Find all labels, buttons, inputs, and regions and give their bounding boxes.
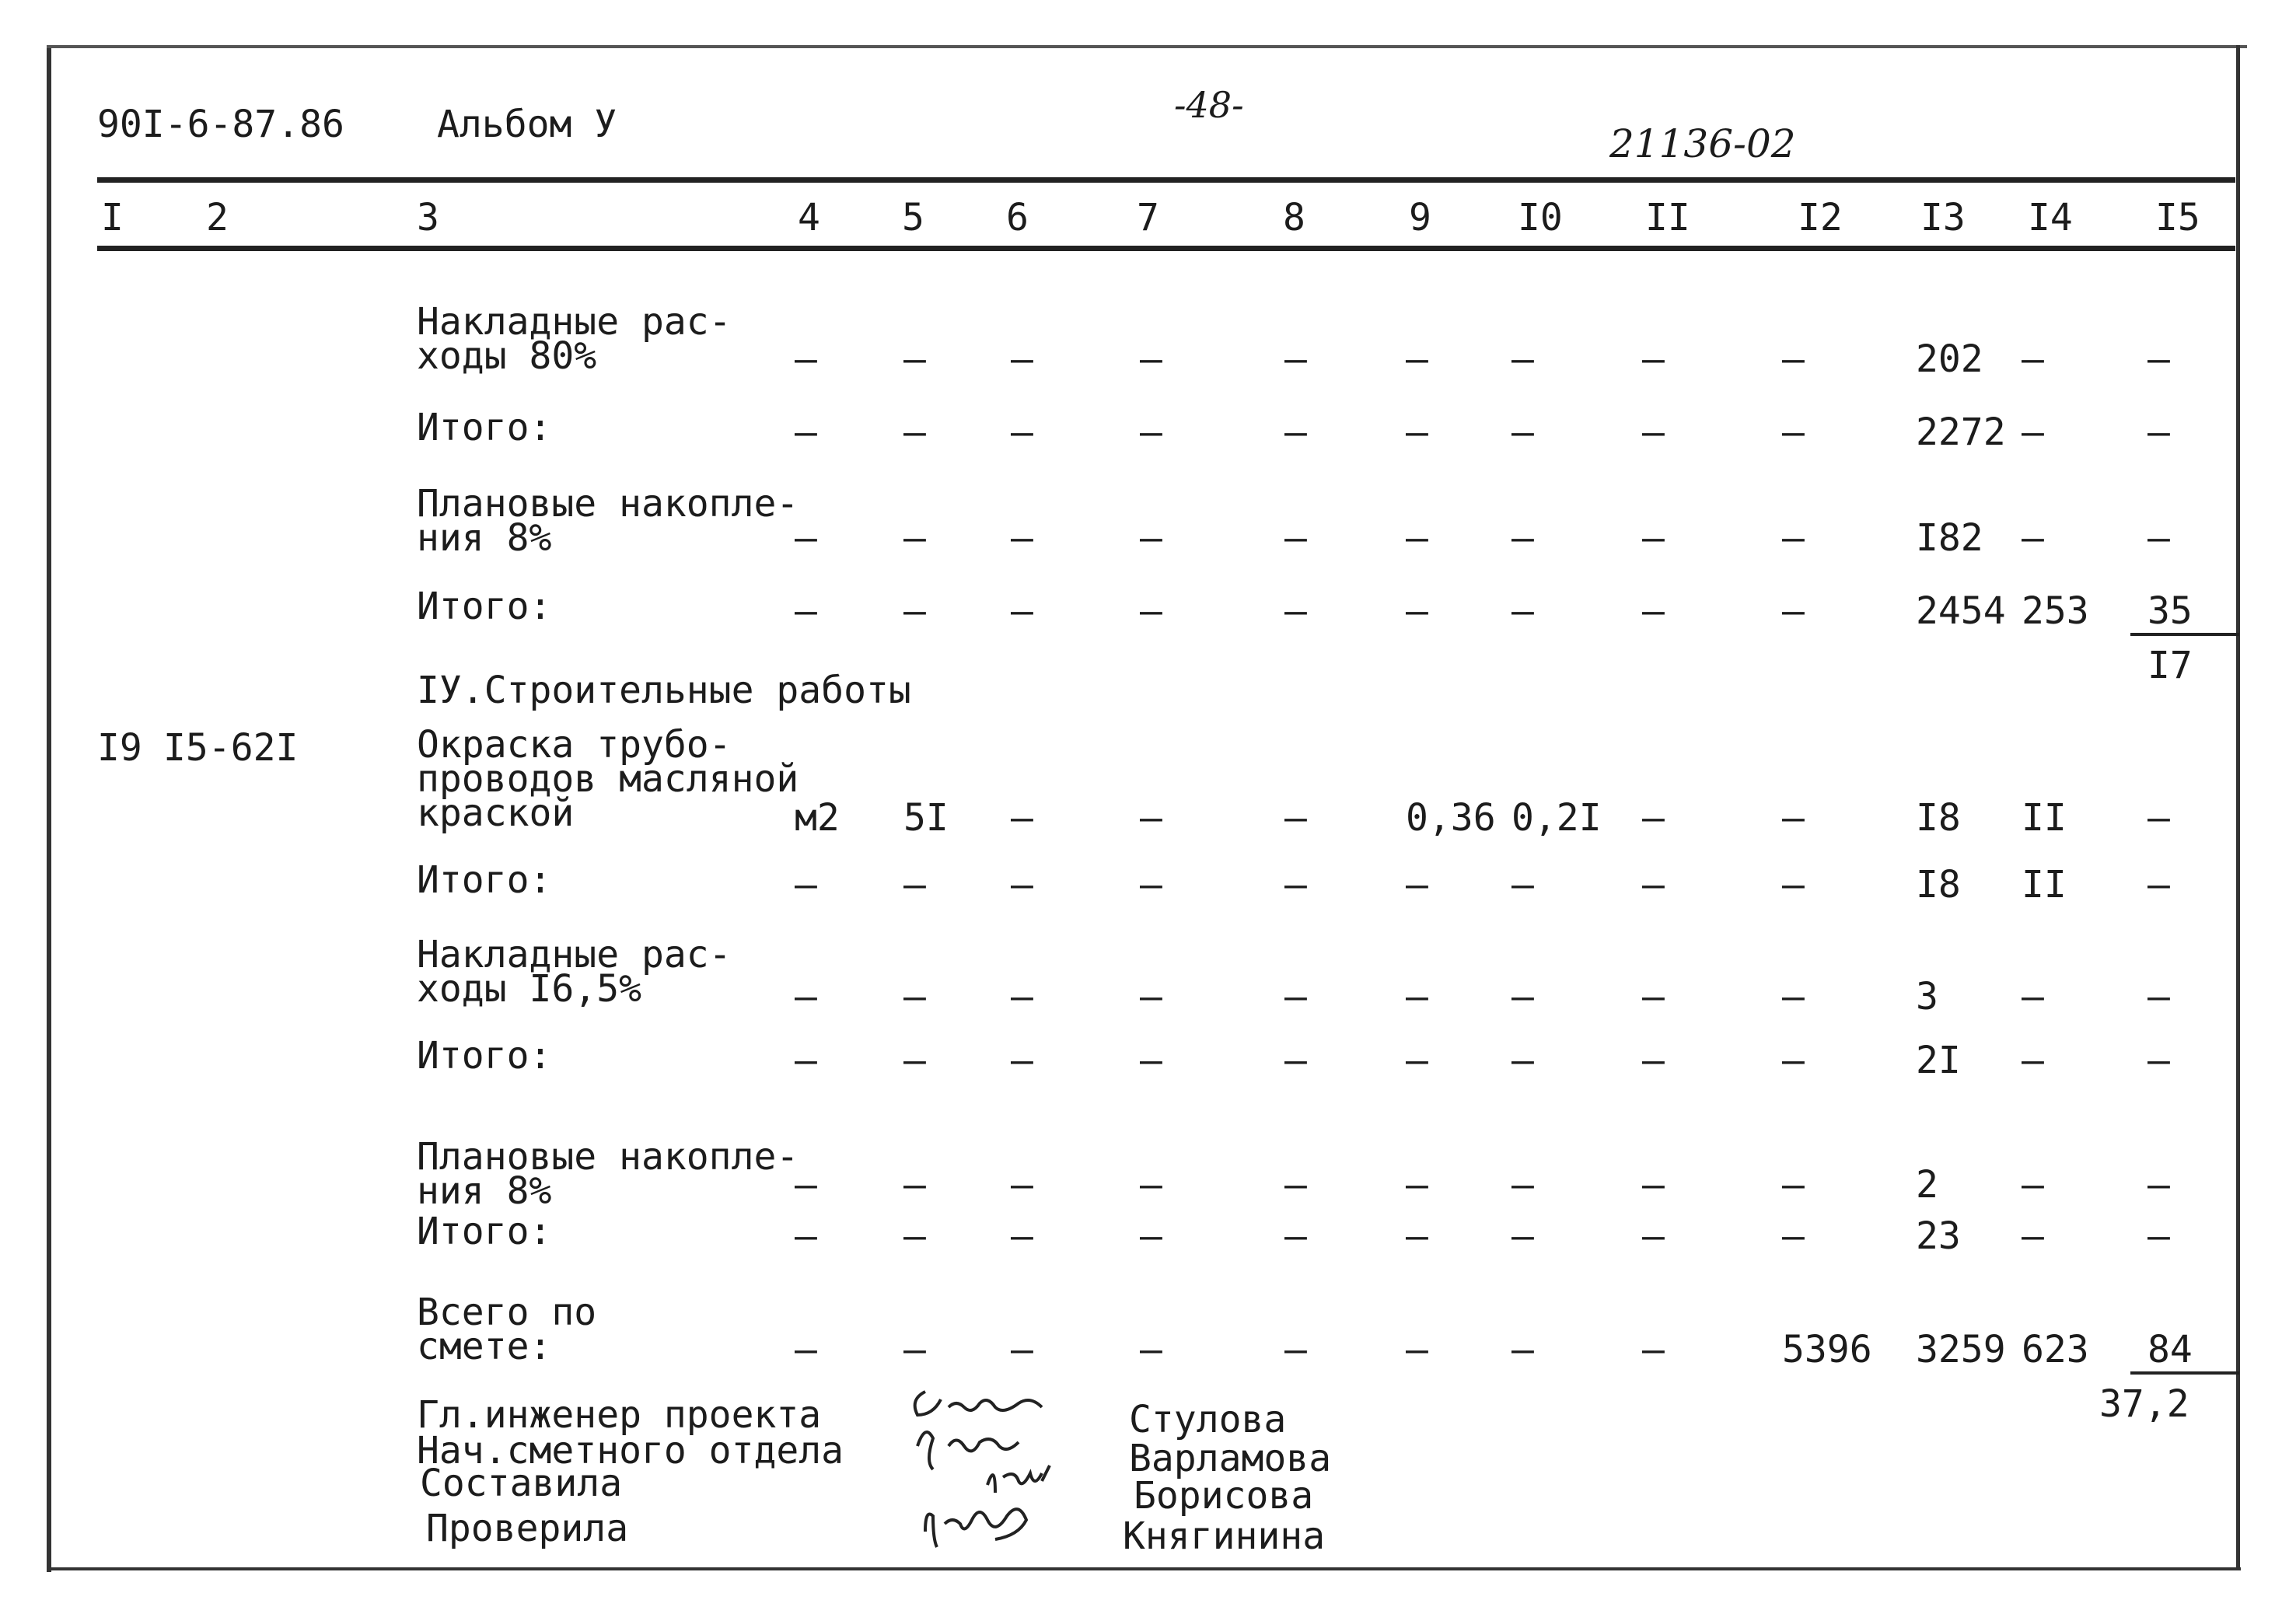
row-label: Итого: (417, 1210, 552, 1253)
fraction-bar (2130, 633, 2239, 636)
cell-col-5: – (903, 975, 926, 1018)
col-11: II (1645, 196, 1690, 239)
handwritten-signatures (894, 1368, 1127, 1570)
col-7: 7 (1137, 196, 1159, 239)
cell-col-14: 623 (2022, 1328, 2089, 1371)
frame-left-border (47, 48, 51, 1572)
cell-col-10: 0,2I (1511, 796, 1602, 840)
frame-top-border (47, 45, 2247, 48)
cell-col-12: – (1782, 589, 1805, 633)
cell-col-15: – (2147, 516, 2170, 560)
cell-col-10: – (1511, 516, 1534, 560)
cell-col-6: – (1011, 863, 1033, 907)
cell-col-13: I8 (1916, 796, 1961, 840)
col-4: 4 (798, 196, 820, 239)
row-label: Всего по смете: (417, 1291, 597, 1368)
cell-col-7: – (1140, 863, 1162, 907)
cell-col-7: – (1140, 410, 1162, 454)
cell-col-15: – (2147, 1163, 2170, 1207)
cell-col-8: – (1284, 1039, 1307, 1082)
cell-col-10: – (1511, 1214, 1534, 1258)
cell-col-4: – (795, 1163, 817, 1207)
cell-col-10: – (1511, 1328, 1534, 1371)
cell-col-6: – (1011, 589, 1033, 633)
cell-col-14: – (2022, 1039, 2044, 1082)
cell-col-6: – (1011, 975, 1033, 1018)
cell-col-10: – (1511, 863, 1534, 907)
cell-col-10: – (1511, 1163, 1534, 1207)
header-rule-top (97, 177, 2235, 183)
cell-col-12: – (1782, 1163, 1805, 1207)
cell-col-4: – (795, 516, 817, 560)
cell-col-10: – (1511, 410, 1534, 454)
cell-col-11: – (1642, 1039, 1665, 1082)
cell-col-15: – (2147, 796, 2170, 840)
cell-col-5: – (903, 337, 926, 381)
row-label: Плановые накопле- ния 8% (417, 1135, 799, 1213)
row-label: Окраска трубо- проводов масляной краской (417, 723, 799, 835)
cell-col-9: 0,36 (1406, 796, 1496, 840)
cell-col-8: – (1284, 589, 1307, 633)
cell-col-6: – (1011, 516, 1033, 560)
cell-col-5: – (903, 589, 926, 633)
cell-col-11: – (1642, 1163, 1665, 1207)
frame-bottom-border (47, 1567, 2241, 1570)
cell-col-14: – (2022, 337, 2044, 381)
cell-col-15-denominator: I7 (2147, 644, 2193, 687)
col-5: 5 (902, 196, 924, 239)
cell-col-5: – (903, 516, 926, 560)
cell-col-11: – (1642, 796, 1665, 840)
cell-col-12: – (1782, 410, 1805, 454)
col-1: I (101, 196, 124, 239)
cell-col-8: – (1284, 1163, 1307, 1207)
cell-col-12: – (1782, 796, 1805, 840)
cell-col-11: – (1642, 516, 1665, 560)
cell-col-9: – (1406, 975, 1428, 1018)
cell-col-15-denominator: 37,2 (2099, 1382, 2189, 1426)
signature-role: Составила (420, 1462, 623, 1505)
doc-code: 90I-6-87.86 (97, 103, 344, 146)
row-label: Итого: (417, 1034, 552, 1078)
cell-col-10: – (1511, 589, 1534, 633)
cell-col-15: – (2147, 1039, 2170, 1082)
cell-col-12: – (1782, 863, 1805, 907)
cell-col-9: – (1406, 863, 1428, 907)
cell-col-4: – (795, 863, 817, 907)
cell-col-7: – (1140, 1039, 1162, 1082)
cell-col-4: – (795, 1039, 817, 1082)
cell-col-14: II (2022, 796, 2067, 840)
cell-col-6: – (1011, 1328, 1033, 1371)
col-6: 6 (1006, 196, 1029, 239)
cell-col-13: 3 (1916, 975, 1938, 1018)
signature-role: Нач.сметного отдела (417, 1429, 844, 1473)
cell-col-13: 2I (1916, 1039, 1961, 1082)
cell-col-8: – (1284, 975, 1307, 1018)
cell-col-8: – (1284, 516, 1307, 560)
cell-col-4: – (795, 589, 817, 633)
cell-col-8: – (1284, 410, 1307, 454)
cell-col-9: – (1406, 516, 1428, 560)
cell-col-13: 2272 (1916, 410, 2006, 454)
cell-col-11: – (1642, 1214, 1665, 1258)
row-label: Итого: (417, 406, 552, 449)
cell-col-7: – (1140, 975, 1162, 1018)
signature-name: Варламова (1129, 1437, 1332, 1480)
cell-col-12: – (1782, 516, 1805, 560)
cell-col-7: – (1140, 1163, 1162, 1207)
col-3: 3 (417, 196, 439, 239)
cell-col-13: I8 (1916, 863, 1961, 907)
cell-col-7: – (1140, 337, 1162, 381)
col-10: I0 (1518, 196, 1563, 239)
col-9: 9 (1409, 196, 1431, 239)
cell-col-7: – (1140, 796, 1162, 840)
cell-col-8: – (1284, 1214, 1307, 1258)
col-14: I4 (2028, 196, 2073, 239)
price-code: I5-62I (163, 726, 299, 770)
cell-col-14: – (2022, 410, 2044, 454)
cell-col-9: – (1406, 1163, 1428, 1207)
cell-col-15: – (2147, 975, 2170, 1018)
header-rule-bottom (97, 246, 2235, 251)
cell-col-7: – (1140, 1214, 1162, 1258)
cell-col-5: – (903, 410, 926, 454)
cell-col-5: – (903, 1163, 926, 1207)
cell-col-6: – (1011, 337, 1033, 381)
cell-col-5: – (903, 863, 926, 907)
cell-col-4: – (795, 410, 817, 454)
cell-col-15: – (2147, 863, 2170, 907)
cell-col-13: 2454 (1916, 589, 2006, 633)
signature-role: Гл.инженер проекта (417, 1393, 822, 1437)
cell-col-14: 253 (2022, 589, 2089, 633)
frame-right-border (2236, 45, 2240, 1569)
signature-name: Стулова (1129, 1398, 1287, 1441)
cell-col-4: м2 (795, 796, 840, 840)
cell-col-11: – (1642, 1328, 1665, 1371)
cell-col-5: – (903, 1039, 926, 1082)
cell-col-9: – (1406, 1214, 1428, 1258)
page-number: -48- (1174, 84, 1244, 126)
album-label: Альбом У (437, 103, 617, 146)
cell-col-13: 202 (1916, 337, 1983, 381)
col-15: I5 (2155, 196, 2200, 239)
cell-col-5: – (903, 1214, 926, 1258)
cell-col-6: – (1011, 410, 1033, 454)
cell-col-9: – (1406, 337, 1428, 381)
cell-col-4: – (795, 975, 817, 1018)
cell-col-14: – (2022, 516, 2044, 560)
cell-col-5: 5I (903, 796, 949, 840)
cell-col-13: 23 (1916, 1214, 1961, 1258)
row-label: Итого: (417, 858, 552, 902)
cell-col-14: – (2022, 1214, 2044, 1258)
cell-col-9: – (1406, 1328, 1428, 1371)
cell-col-13: I82 (1916, 516, 1983, 560)
cell-col-14: – (2022, 975, 2044, 1018)
cell-col-4: – (795, 1328, 817, 1371)
cell-col-4: – (795, 1214, 817, 1258)
cell-col-12: – (1782, 1039, 1805, 1082)
registration-number: 21136-02 (1609, 121, 1796, 166)
cell-col-11: – (1642, 337, 1665, 381)
col-12: I2 (1798, 196, 1843, 239)
cell-col-9: – (1406, 589, 1428, 633)
cell-col-10: – (1511, 975, 1534, 1018)
cell-col-7: – (1140, 1328, 1162, 1371)
row-number: I9 (97, 726, 142, 770)
cell-col-6: – (1011, 1214, 1033, 1258)
cell-col-11: – (1642, 589, 1665, 633)
cell-col-15: – (2147, 337, 2170, 381)
col-2: 2 (206, 196, 229, 239)
cell-col-6: – (1011, 1039, 1033, 1082)
cell-col-6: – (1011, 1163, 1033, 1207)
cell-col-9: – (1406, 410, 1428, 454)
cell-col-12: – (1782, 975, 1805, 1018)
cell-col-8: – (1284, 337, 1307, 381)
cell-col-8: – (1284, 863, 1307, 907)
cell-col-11: – (1642, 975, 1665, 1018)
signature-role: Проверила (426, 1507, 629, 1550)
col-13: I3 (1920, 196, 1966, 239)
cell-col-7: – (1140, 516, 1162, 560)
col-8: 8 (1283, 196, 1305, 239)
cell-col-11: – (1642, 410, 1665, 454)
fraction-bar (2130, 1371, 2239, 1375)
cell-col-10: – (1511, 1039, 1534, 1082)
cell-col-12: – (1782, 337, 1805, 381)
cell-col-12: 5396 (1782, 1328, 1872, 1371)
cell-col-15: – (2147, 1214, 2170, 1258)
signature-name: Борисова (1134, 1474, 1314, 1518)
row-label: Плановые накопле- ния 8% (417, 482, 799, 560)
cell-col-15: – (2147, 410, 2170, 454)
cell-col-7: – (1140, 589, 1162, 633)
row-label: Итого: (417, 585, 552, 628)
cell-col-8: – (1284, 1328, 1307, 1371)
signature-name: Княгинина (1123, 1514, 1326, 1558)
cell-col-6: – (1011, 796, 1033, 840)
cell-col-5: – (903, 1328, 926, 1371)
cell-col-11: – (1642, 863, 1665, 907)
cell-col-15: 84 (2147, 1328, 2193, 1371)
row-label: Накладные рас- ходы 80% (417, 300, 732, 378)
cell-col-4: – (795, 337, 817, 381)
cell-col-8: – (1284, 796, 1307, 840)
row-label: Накладные рас- ходы I6,5% (417, 933, 732, 1011)
cell-col-14: II (2022, 863, 2067, 907)
cell-col-12: – (1782, 1214, 1805, 1258)
cell-col-10: – (1511, 337, 1534, 381)
cell-col-9: – (1406, 1039, 1428, 1082)
cell-col-14: – (2022, 1163, 2044, 1207)
cell-col-13: 3259 (1916, 1328, 2006, 1371)
row-label: IУ.Строительные работы (417, 669, 911, 712)
cell-col-13: 2 (1916, 1163, 1938, 1207)
cell-col-15: 35 (2147, 589, 2193, 633)
